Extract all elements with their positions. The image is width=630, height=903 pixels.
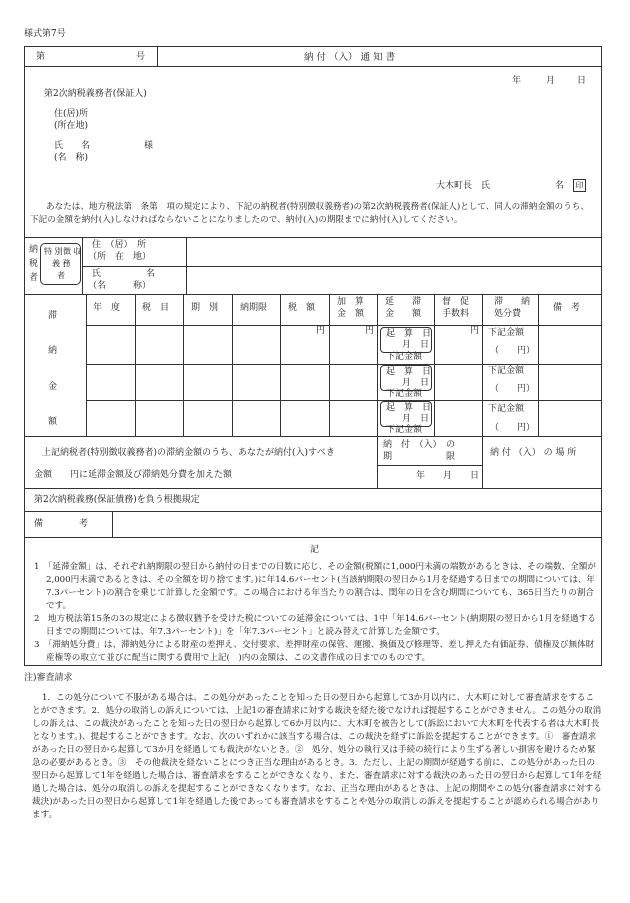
header-due: 納期限 — [240, 303, 268, 313]
bracket-text-4: 者 — [57, 271, 65, 280]
taxpayer-name-label-alt: （名 称） — [88, 281, 152, 291]
honorific: 様 — [144, 141, 154, 151]
taxpayer-address-label-alt: （所 在 地） — [88, 252, 152, 262]
yen-tax-amount: 円 — [316, 326, 326, 336]
header-delay-2: 金 額 — [385, 309, 422, 319]
notice-title: 納 付 （入） 通 知 書 — [304, 52, 396, 63]
arrears-side-4: 額 — [48, 417, 58, 427]
date-month: 月 — [546, 76, 556, 86]
date-year: 年 — [512, 76, 522, 86]
start-date-label-2: 起 算 日 — [386, 367, 432, 377]
form-number: 様式第7号 — [24, 29, 66, 39]
issuer-title: 大木町長 氏 — [436, 181, 491, 191]
taxpayer-address-label: 住 （居） 所 — [92, 240, 147, 250]
arrears-side-3: 金 — [48, 382, 58, 392]
note-2: 2 地方税法第15条の3の規定による徴収猶予を受けた税についての延滞金については、1中「年14.6パーセント(納期限の翌日から1月を経過する日までの期間については、年7.3パーセント)」を「年7.3パーセント」と読み替えて計算した金額です。 — [34, 614, 596, 637]
paren-yen-1: （ 円） — [490, 346, 536, 356]
bracket-text-1: 特 別 — [44, 247, 63, 256]
taxpayer-side-1: 納 — [29, 245, 39, 255]
header-remarks: 備 考 — [553, 303, 581, 313]
header-add-2: 金 額 — [337, 309, 365, 319]
note-3: 3 「滞納処分費」は、滞納処分による財産の差押え、交付要求、差押財産の保管、運搬、換価及び修理等、差し押えた有価証券、債権及び無体財産権等の取立て並びに配当に関する費用で上記( )内の金額は、この文書作成の日までのものです。 — [34, 640, 595, 663]
yen-urge-fee: 円 — [470, 326, 480, 336]
deadline-date: 年 月 日 — [416, 471, 480, 481]
seal-mark: 印 — [573, 179, 586, 192]
payment-place-label: 納 付 （入） の 場 所 — [490, 448, 577, 458]
note-1: 1 「延滞金額」は、それぞれ納期限の翌日から納付の日までの日数に応じ、その金額(税額に1,000円未満の端数があるときは、その端数、全額が2,000円未満であるときは、その全額を切り捨てます。)に年14.6パーセント(当該納期限の翌日から1月を経過する日までの期間については、年7.3パーセント)の割合を乗じて計算した金額です。この場合における年当たりの割合は、閏年の日を含む期間についても、365日当たりの割合です。 — [34, 562, 596, 611]
date-day: 日 — [577, 76, 587, 86]
header-amount: 税 額 — [288, 303, 316, 313]
taxpayer-side-3: 者 — [29, 273, 39, 283]
yen-add-amount: 円 — [365, 326, 375, 336]
start-month-2: 月 — [402, 378, 412, 388]
start-month-1: 月 — [402, 340, 412, 350]
recipient-address-label: 住(居)所 — [54, 109, 89, 119]
start-month-3: 月 — [402, 414, 412, 424]
taxpayer-name-label: 氏 名 — [92, 269, 156, 279]
header-disposal-1: 滞 納 — [494, 297, 531, 307]
header-urge-2: 手数料 — [442, 309, 470, 319]
header-period: 期 別 — [191, 303, 219, 313]
header-urge-1: 督 促 — [442, 297, 470, 307]
start-date-label-3: 起 算 日 — [386, 403, 432, 413]
below-amount-delay-1: 下記金額 — [386, 352, 423, 362]
header-year: 年 度 — [93, 303, 121, 313]
below-amount-delay-2: 下記金額 — [386, 389, 423, 399]
recipient-name-label-alt: (名 称) — [54, 153, 89, 163]
appeal-body: 1．この処分について不服がある場合は、この処分があったことを知った日の翌日から起算して3か月以内に、大木町に対して審査請求をすることができます。2．処分の取消しの訴えについては、上記1の審査請求に対する裁決を経た後でなければ提起することができません。この処分の取消しの訴えは、この裁決があったことを知った日の翌日から起算して6か月以内に、大木町を被告として(訴訟において大木町を代表する者は大木町長となります。)、提起することができます。なお、次のいずれかに該当する場合は、この裁決を経ずに訴訟を提起することができます。① 審査請求があった日の翌日から起算して3か月を経過しても裁決がないとき。② 処分、処分の執行又は手続の続行により生ずる著しい損害を避けるため緊急の必要があるとき。③ その他裁決を経ないことにつき正当な理由があるとき。3．ただし、上記の期間が経過する前に、この処分があった日の翌日から起算して1年を経過した場合は、審査請求をすることができなくなり、また、審査請求に対する裁決のあった日の翌日から起算して1年を経過した場合は、処分の取消しの訴えを提起することができなくなります。なお、正当な理由があるときは、上記の期間やこの処分(審査請求に対する裁決)があった日の翌日から起算して1年を経過した後であっても審査請求をすることや処分の取消しの訴えを提起することが認められる場合があります。 — [32, 693, 602, 820]
issuer-name-label: 名 — [555, 181, 565, 191]
paren-yen-2: （ 円） — [490, 384, 536, 394]
header-disposal-2: 処分費 — [494, 309, 522, 319]
start-day-1: 日 — [420, 340, 430, 350]
paren-yen-3: （ 円） — [490, 423, 536, 433]
start-date-label-1: 起 算 日 — [386, 329, 432, 339]
number-suffix: 号 — [136, 52, 146, 62]
arrears-side-2: 納 — [48, 346, 58, 356]
header-tax-item: 税 目 — [142, 303, 170, 313]
notes-title: 記 — [310, 545, 320, 555]
recipient-address-label-alt: (所在地) — [54, 121, 89, 131]
intro-text: あなたは、地方税法第 条第 項の規定により、下記の納税者(特別徴収義務者)の第2次納税義務者(保証人)として、同人の滞納金額のうち、下記の金額を納付(入)しなければならないことになりましたので、納付(入)の期限までに納付(入)してください。 — [30, 202, 589, 225]
summary-line-1: 上記納税者(特別徴収義務者)の滞納金額のうち、あなたが納付(入)すべき — [42, 448, 335, 458]
deadline-label-1: 納 付 （入） の — [383, 440, 456, 450]
below-amount-disposal-3: 下記金額 — [488, 404, 525, 414]
summary-line-2: 金額 円に延滞金額及び滞納処分費を加えた額 — [34, 470, 233, 480]
header-add-1: 加 算 — [337, 297, 365, 307]
number-prefix: 第 — [36, 52, 46, 62]
below-amount-disposal-2: 下記金額 — [488, 366, 525, 376]
recipient-role: 第2次納税義務者(保証人) — [44, 89, 147, 99]
taxpayer-side-2: 税 — [29, 259, 39, 269]
bracket-text-3: 義 務 — [52, 259, 71, 268]
deadline-label-2: 期 限 — [383, 452, 456, 462]
header-delay-1: 延 滞 — [385, 297, 422, 307]
bracket-text-2: 徴 収 — [63, 247, 82, 256]
remarks-label: 備 考 — [34, 519, 89, 529]
below-amount-disposal-1: 下記金額 — [488, 328, 525, 338]
below-amount-delay-3: 下記金額 — [386, 425, 423, 435]
appeal-title: 注)審査請求 — [24, 673, 73, 683]
start-day-3: 日 — [420, 414, 430, 424]
arrears-side-1: 滞 — [48, 311, 58, 321]
basis-label: 第2次納税義務(保証債務)を負う根拠規定 — [34, 495, 200, 505]
start-day-2: 日 — [420, 378, 430, 388]
recipient-name-label: 氏 名 — [54, 141, 91, 151]
